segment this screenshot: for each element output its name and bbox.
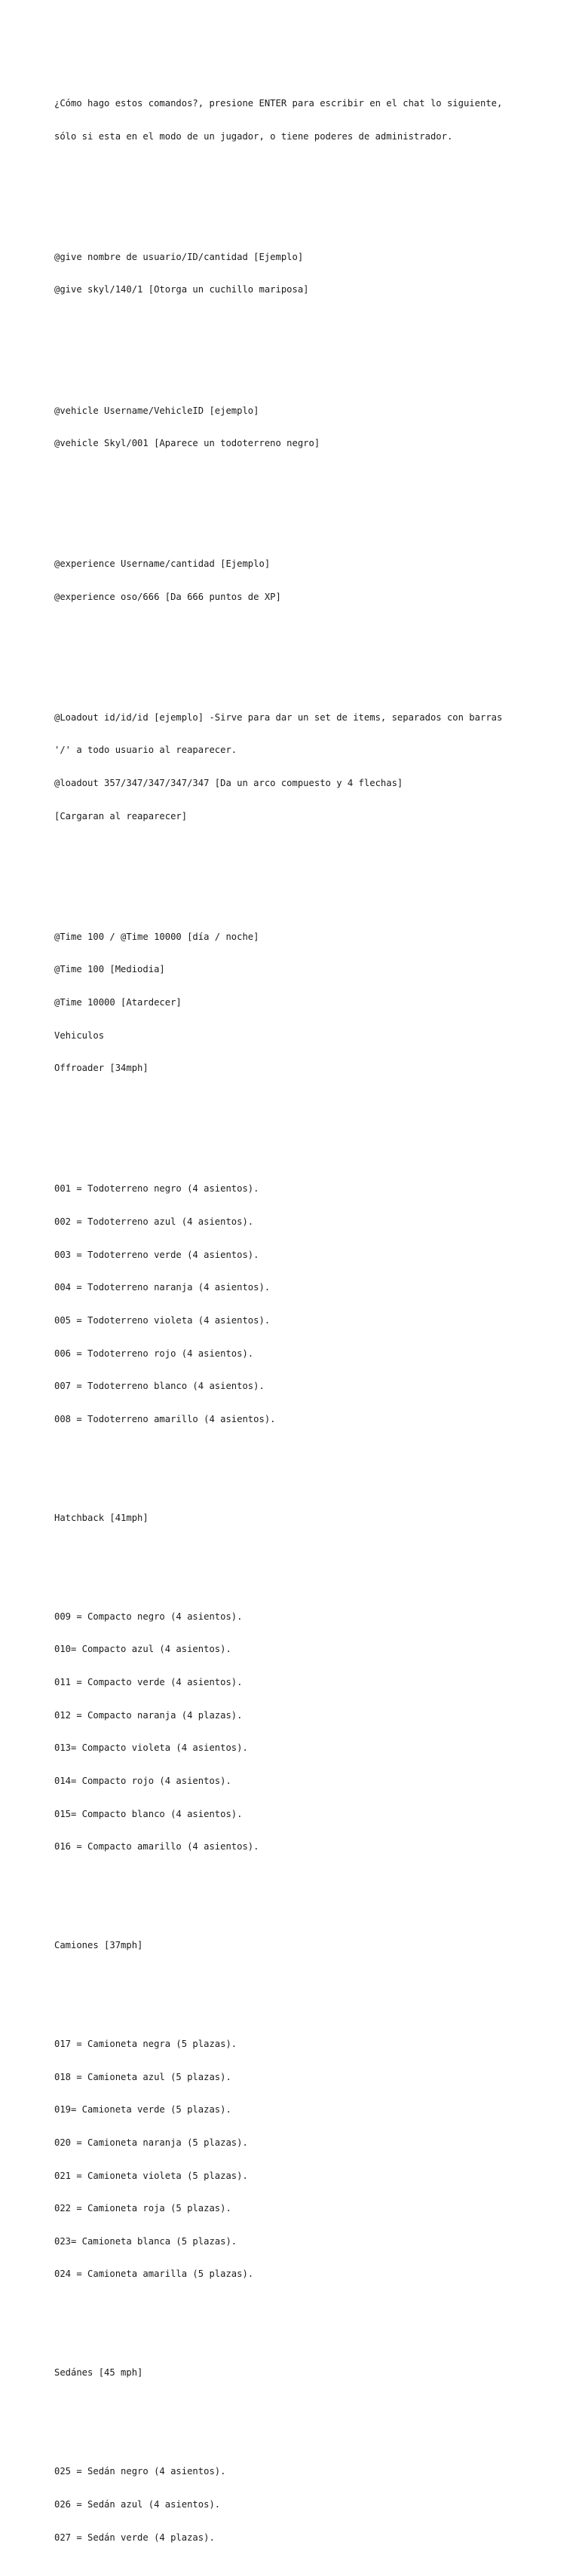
blank-line: [54, 1545, 537, 1556]
blank-line: [54, 2400, 537, 2412]
list-item: 026 = Sedán azul (4 asientos).: [54, 2498, 221, 2510]
list-item: 007 = Todoterreno blanco (4 asientos).: [54, 1381, 265, 1392]
sedans-list: [54, 2444, 537, 2565]
blank-line: [54, 1118, 537, 1129]
list-item: 013= Compacto violeta (4 asientos).: [54, 1742, 248, 1754]
list-item: 006 = Todoterreno rojo (4 asientos).: [54, 1348, 254, 1359]
vehicle-command-block: [54, 383, 537, 470]
list-item: 022 = Camioneta roja (5 plazas).: [54, 2203, 231, 2214]
intro-paragraph: [54, 76, 537, 164]
list-item: 011 = Compacto verde (4 asientos).: [54, 1676, 243, 1687]
list-item: 015= Compacto blanco (4 asientos).: [54, 1808, 243, 1819]
list-item: 019= Camioneta verde (5 plazas).: [54, 2104, 231, 2116]
list-item: 016 = Compacto amarillo (4 asientos).: [54, 1841, 259, 1852]
text-line: ¿Cómo hago estos comandos?, presione ENTER para escribir en el chat lo siguiente,: [54, 98, 503, 109]
blank-line: [54, 865, 537, 877]
text-line: @Time 10000 [Atardecer]: [54, 997, 182, 1008]
section-heading: Offroader [34mph]: [54, 1063, 149, 1074]
loadout-command-block: [54, 690, 537, 844]
list-item: 010= Compacto azul (4 asientos).: [54, 1644, 231, 1655]
list-item: 002 = Todoterreno azul (4 asientos).: [54, 1216, 254, 1227]
blank-line: [54, 1896, 537, 1908]
list-item: 023= Camioneta blanca (5 plazas).: [54, 2235, 237, 2247]
section-heading: Vehiculos: [54, 1029, 105, 1041]
document-page: [54, 54, 537, 2576]
list-item: 025 = Sedán negro (4 asientos).: [54, 2466, 226, 2477]
list-item: 003 = Todoterreno verde (4 asientos).: [54, 1249, 259, 1260]
section-heading: Sedánes [45 mph]: [54, 2367, 143, 2379]
section-heading: Hatchback [41mph]: [54, 1512, 149, 1523]
text-line: @loadout 357/347/347/347/347 [Da un arco compuesto y 4 flechas]: [54, 778, 403, 789]
text-line: @Loadout id/id/id [ejemplo] -Sirve para dar un set de items, separados con barras: [54, 711, 503, 723]
text-line: @experience Username/cantidad [Ejemplo]: [54, 558, 271, 570]
blank-line: [54, 2324, 537, 2335]
blank-line: [54, 1973, 537, 1984]
text-line: @experience oso/666 [Da 666 puntos de XP]: [54, 591, 281, 602]
list-item: 014= Compacto rojo (4 asientos).: [54, 1775, 231, 1786]
list-item: 021 = Camioneta violeta (5 plazas).: [54, 2170, 248, 2181]
blank-line: [54, 647, 537, 658]
section-heading: Camiones [37mph]: [54, 1940, 143, 1951]
text-line: @give skyl/140/1 [Otorga un cuchillo mariposa]: [54, 284, 309, 295]
give-command-block: [54, 230, 537, 317]
time-command-block: [54, 910, 537, 1096]
blank-line: [54, 339, 537, 350]
text-line: [Cargaran al reaparecer]: [54, 810, 188, 821]
list-item: 027 = Sedán verde (4 plazas).: [54, 2532, 215, 2543]
text-line: @vehicle Skyl/001 [Aparece un todoterreno negro]: [54, 438, 320, 449]
list-item: 020 = Camioneta naranja (5 plazas).: [54, 2137, 248, 2148]
list-item: 005 = Todoterreno violeta (4 asientos).: [54, 1314, 271, 1326]
blank-line: [54, 1469, 537, 1480]
list-item: 001 = Todoterreno negro (4 asientos).: [54, 1183, 259, 1195]
list-item: 009 = Compacto negro (4 asientos).: [54, 1611, 243, 1622]
text-line: @give nombre de usuario/ID/cantidad [Ejemplo]: [54, 251, 304, 262]
list-item: 018 = Camioneta azul (5 plazas).: [54, 2071, 231, 2082]
blank-line: [54, 186, 537, 197]
text-line: @vehicle Username/VehicleID [ejemplo]: [54, 405, 259, 416]
list-item: 004 = Todoterreno naranja (4 asientos).: [54, 1282, 271, 1293]
blank-line: [54, 493, 537, 504]
text-line: sólo si esta en el modo de un jugador, o tiene poderes de administrador.: [54, 130, 453, 142]
trucks-list: [54, 2017, 537, 2302]
list-item: 017 = Camioneta negra (5 plazas).: [54, 2038, 237, 2049]
list-item: 008 = Todoterreno amarillo (4 asientos).: [54, 1413, 276, 1424]
experience-command-block: [54, 537, 537, 624]
text-line: @Time 100 / @Time 10000 [día / noche]: [54, 931, 259, 942]
hatchback-list: [54, 1589, 537, 1874]
list-item: 024 = Camioneta amarilla (5 plazas).: [54, 2269, 254, 2280]
list-item: 012 = Compacto naranja (4 plazas).: [54, 1709, 243, 1721]
text-line: @Time 100 [Mediodia]: [54, 964, 165, 975]
text-line: '/' a todo usuario al reaparecer.: [54, 745, 237, 756]
offroader-list: [54, 1161, 537, 1446]
